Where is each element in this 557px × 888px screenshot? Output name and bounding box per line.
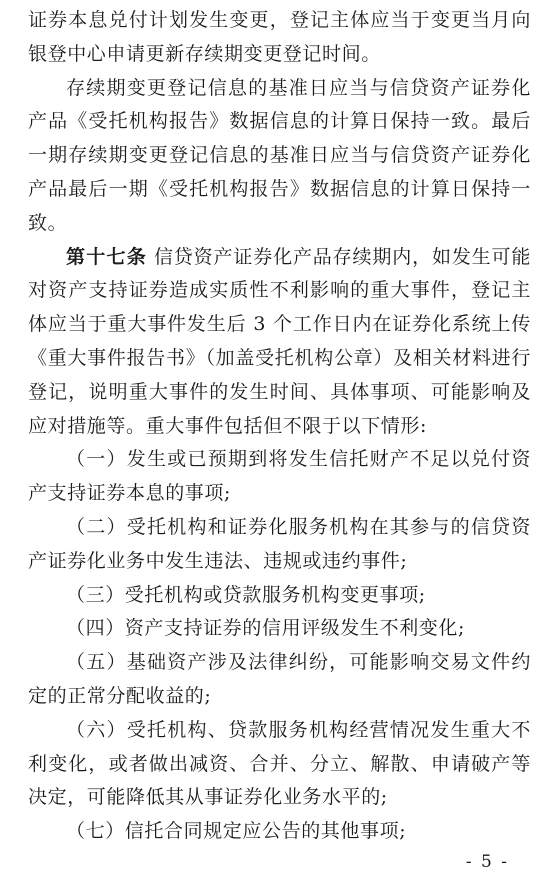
list-item-text: （六）受托机构、贷款服务机构经营情况发生重大不利变化，或者做出减资、合并、分立、解散、申请破产等决定，可能降低其从事证券化业务水平的; [28, 718, 531, 809]
paragraph-text: 存续期变更登记信息的基准日应当与信贷资产证券化产品《受托机构报告》数据信息的计算日保持一致。最后一期存续期变更登记信息的基准日应当与信贷资产证券化产品最后一期《受托机构报告》数据信息的计算日保持一致。 [28, 76, 531, 234]
page-number: - 5 - [465, 852, 509, 872]
paragraph-text: 信贷资产证券化产品存续期内，如发生可能对资产支持证券造成实质性不利影响的重大事件，登记主体应当于重大事件发生后 3 个工作日内在证券化系统上传《重大事件报告书》（加盖受托机构公章）及相关材料进行登记，说明重大事件的发生时间、具体事项、可能影响及应对措施等。重大事件包括但不限于以下情形: [28, 245, 531, 437]
list-item-text: （一）发生或已预期到将发生信托财产不足以兑付资产支持证券本息的事项; [28, 448, 531, 505]
list-item-text: （二）受托机构和证券化服务机构在其参与的信贷资产证券化业务中发生违法、违规或违约事件; [28, 515, 531, 572]
list-item-5 [28, 646, 531, 714]
list-item-text: （三）受托机构或贷款服务机构变更事项; [66, 583, 426, 606]
paragraph-continuation [28, 4, 531, 72]
list-item-7 [28, 815, 531, 849]
list-item-text: （五）基础资产涉及法律纠纷，可能影响交易文件约定的正常分配收益的; [28, 651, 531, 707]
paragraph-article-17 [28, 241, 531, 444]
list-item-text: （四）资产支持证券的信用评级发生不利变化; [66, 617, 466, 640]
article-heading: 第十七条 [66, 245, 148, 268]
paragraph-text: 证券本息兑付计划发生变更，登记主体应当于变更当月向银登中心申请更新存续期变更登记时间。 [28, 9, 531, 65]
list-item-3 [28, 579, 531, 613]
list-item-6 [28, 714, 531, 815]
list-item-2 [28, 511, 531, 579]
paragraph-baseline-date [28, 72, 531, 241]
list-item-4 [28, 612, 531, 646]
list-item-1 [28, 443, 531, 511]
list-item-text: （七）信托合同规定应公告的其他事项; [66, 820, 407, 843]
